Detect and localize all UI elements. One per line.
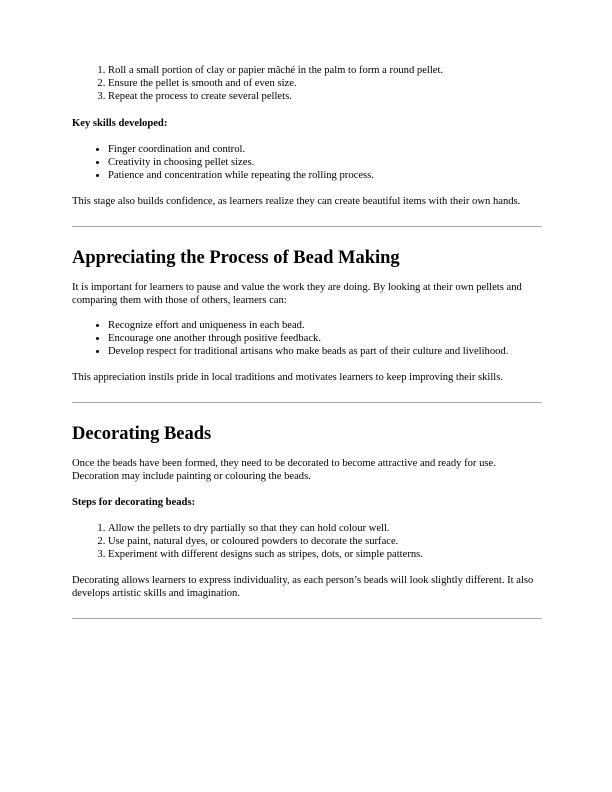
appreciating-heading: Appreciating the Process of Bead Making [72,248,400,268]
stage-closing-paragraph: This stage also builds confidence, as learners realize they can create beautiful items with their own hands. [72,196,521,207]
section-divider [72,226,542,227]
decorating-intro: Once the beads have been formed, they need to be decorated to become attractive and ready for use. Decoration may include painting or colouring the beads. [72,458,496,482]
section-divider [72,618,542,619]
pellet-steps-list [72,64,542,103]
appreciating-points-list [72,319,542,358]
list-item: 3. Experiment with different designs such as stripes, dots, or simple patterns. [108,548,542,561]
section-divider [72,402,542,403]
decorating-steps-list [72,522,542,561]
decorating-closing: Decorating allows learners to express individuality, as each person’s beads will look slightly different. It also develops artistic skills and imagination. [72,575,534,599]
list-item: 1. Allow the pellets to dry partially so that they can hold colour well. [108,522,542,535]
list-item: • Finger coordination and control. [108,143,542,156]
list-item: • Develop respect for traditional artisans who make beads as part of their culture and livelihood. [108,345,542,358]
list-item: • Creativity in choosing pellet sizes. [108,156,542,169]
decorating-heading: Decorating Beads [72,424,212,444]
skills-list [72,143,542,182]
appreciating-closing: This appreciation instils pride in local traditions and motivates learners to keep improving their skills. [72,372,504,383]
list-item: 3. Repeat the process to create several pellets. [108,90,542,103]
document-page [72,64,542,619]
list-item: 2. Ensure the pellet is smooth and of even size. [108,77,542,90]
list-item: 1. Roll a small portion of clay or papier mâché in the palm to form a round pellet. [108,64,542,77]
list-item: • Patience and concentration while repeating the rolling process. [108,169,542,182]
list-item: • Encourage one another through positive feedback. [108,332,542,345]
list-item: • Recognize effort and uniqueness in each bead. [108,319,542,332]
appreciating-intro: It is important for learners to pause and value the work they are doing. By looking at their own pellets and comparing them with those of others, learners can: [72,282,522,306]
decorating-steps-heading: Steps for decorating beads: [72,497,196,508]
list-item: 2. Use paint, natural dyes, or coloured powders to decorate the surface. [108,535,542,548]
skills-heading: Key skills developed: [72,118,168,129]
